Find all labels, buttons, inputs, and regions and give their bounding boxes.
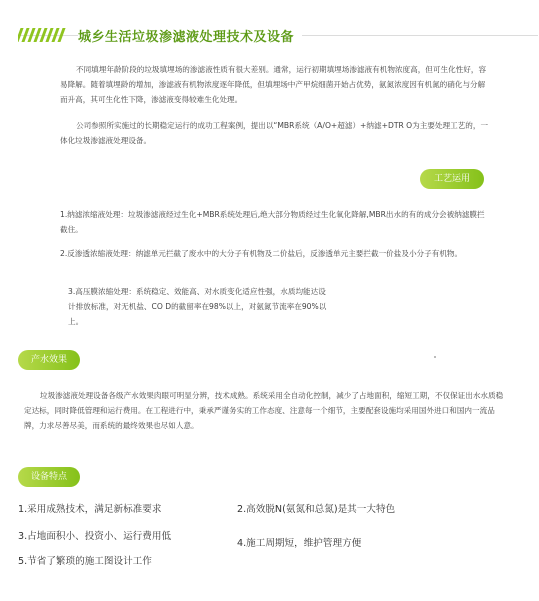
effect-badge: 产水效果 — [18, 350, 80, 370]
process-item: 3.高压膜浓缩处理：系统稳定、效能高、对水质变化适应性强，水质均能达设计排放标准，对无机盐、CO D的截留率在98%以上，对氨氮节流率在90%以上。 — [68, 287, 327, 326]
stripe-decoration — [18, 28, 68, 42]
page-title: 城乡生活垃圾渗滤液处理技术及设备 — [78, 26, 302, 45]
decor-dot — [434, 356, 436, 358]
feature-badge: 设备特点 — [18, 467, 80, 487]
feature-item: 4.施工周期短，维护管理方便 — [237, 538, 362, 549]
process-badge: 工艺运用 — [420, 169, 484, 189]
feature-item: 1.采用成熟技术，满足新标准要求 — [18, 504, 162, 515]
process-item: 1.纳滤浓缩液处理：垃圾渗滤液经过生化+MBR系统处理后,绝大部分物质经过生化氧化降解,MBR出水的有的成分会被纳滤膜拦截住。 — [60, 210, 485, 234]
process-item: 2.反渗透浓缩液处理：纳滤单元拦截了废水中的大分子有机物及二价盐后，反渗透单元主要拦截一价盐及小分子有机物。 — [60, 249, 463, 258]
feature-item: 3.占地面积小、投资小、运行费用低 — [18, 531, 172, 542]
intro-paragraph: 不同填埋年龄阶段的垃圾填埋场的渗滤液性质有很大差别。通常，运行初期填埋场渗滤液有机物浓度高，但可生化性好，容易降解。随着填埋龄的增加，渗滤液有机物浓度逐年降低，但填埋场中产甲烷细菌开始占优势，氨氮浓度因有机氮的硝化与分解而升高，其可生化性下降，渗滤液变得较难生化处理。 — [60, 65, 487, 104]
company-paragraph: 公司参照所实施过的长期稳定运行的成功工程案例，提出以“MBR系统（A/O+超滤）+纳滤+DTR O为主要处理工艺的，一体化垃圾渗滤液处理设备。 — [60, 121, 489, 145]
section-header — [18, 26, 302, 44]
feature-item: 2.高效脱N(氨氮和总氮)是其一大特色 — [237, 504, 396, 515]
feature-item: 5.节省了繁琐的施工图设计工作 — [18, 556, 152, 567]
effect-paragraph: 垃圾渗滤液处理设备各级产水效果肉眼可明显分辨，技术成熟。系统采用全自动化控制，减少了占地面积，缩短工期，不仅保证出水水质稳定达标，同时降低管理和运行费用。在工程进行中，秉承严谨务实的工作态度、注意每一个细节，主要配套设施均采用国外进口和国内一流品牌，力求尽善尽美，而系统的最终效果也尽如人意。 — [24, 391, 504, 430]
